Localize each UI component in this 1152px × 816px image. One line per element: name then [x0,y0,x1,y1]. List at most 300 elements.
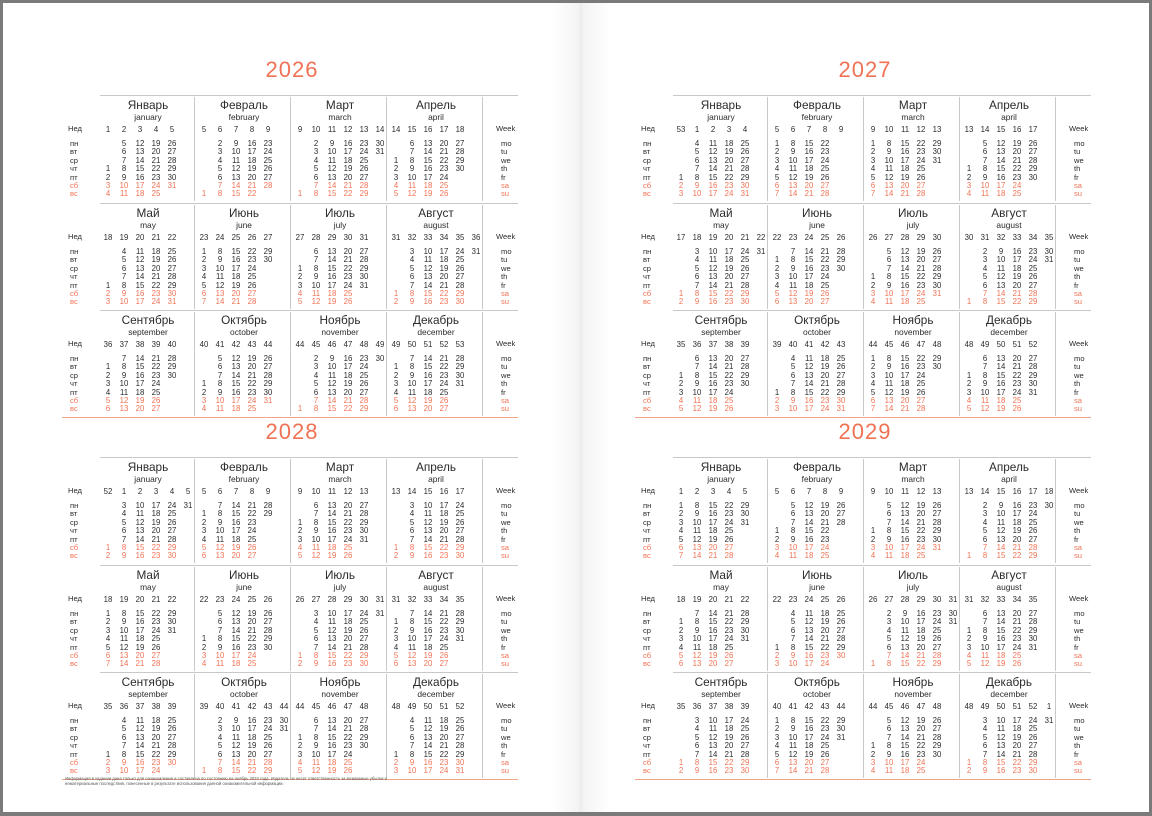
day-number: 16 [327,526,337,536]
day-number: 2 [966,379,972,389]
day-number: 14 [327,642,337,652]
week-number: 52 [455,702,465,711]
day-number: 7 [982,749,988,759]
day-number: 24 [820,155,830,165]
week-label-ru: Нед [641,232,655,241]
weekday-label-ru: ср [70,370,79,380]
weekday-label-en: we [1074,370,1084,380]
month-block [865,95,961,203]
day-number: 8 [313,651,319,660]
day-number: 23 [151,370,161,380]
day-number: 6 [393,659,399,669]
day-number: 12 [788,289,798,298]
day-number: 15 [231,189,241,199]
day-number: 2 [678,297,684,307]
week-number: 22 [740,595,750,604]
day-number: 15 [996,625,1006,635]
day-number: 22 [151,609,161,618]
day-number: 4 [409,509,415,519]
weekday-label-en: we [501,517,511,527]
day-number: 25 [343,758,353,767]
day-number: 6 [409,272,415,282]
day-number: 15 [423,155,433,165]
day-number: 17 [231,263,241,273]
day-number: 19 [151,255,161,265]
day-number: 11 [407,387,417,397]
day-number: 17 [327,534,337,544]
day-number: 24 [724,189,734,199]
week-number: 31 [391,233,401,242]
weekday-label-en: su [1074,551,1083,561]
weekday-label-en: mo [501,139,512,148]
week-number: 43 [836,340,846,349]
week-number: 17 [1028,125,1038,134]
day-number: 29 [740,289,750,298]
month-name-ru: Август [991,206,1027,220]
day-number: 20 [820,370,830,380]
month-name-en: november [321,689,359,699]
day-number: 20 [247,749,257,759]
day-number: 13 [423,272,433,282]
day-number: 3 [678,634,684,644]
day-number: 24 [247,651,257,660]
day-number: 7 [694,749,700,759]
day-number: 9 [409,297,415,307]
day-number: 18 [820,354,830,363]
day-number: 10 [231,147,241,157]
day-number: 2 [313,354,319,363]
day-number: 22 [820,255,830,265]
week-number: 42 [247,702,257,711]
day-number: 3 [313,147,319,157]
day-number: 10 [692,634,702,644]
week-number: 36 [119,702,129,711]
day-number: 24 [247,263,257,273]
day-number: 27 [820,758,830,767]
week-number: 24 [215,233,225,242]
day-number: 21 [439,147,449,157]
day-number: 11 [311,543,321,552]
day-number: 6 [790,509,796,519]
day-number: 10 [327,609,337,618]
day-number: 5 [121,139,127,148]
day-number: 10 [135,501,145,510]
day-number: 24 [167,501,177,510]
day-number: 2 [774,263,780,273]
day-number: 5 [105,642,111,652]
day-number: 27 [916,181,926,190]
day-number: 10 [996,716,1006,725]
day-number: 17 [423,634,433,644]
week-number: 35 [676,702,686,711]
day-number: 6 [678,659,684,669]
day-number: 31 [375,609,385,618]
day-number: 10 [788,272,798,282]
weekday-label-en: su [1074,659,1083,669]
day-number: 8 [694,501,700,510]
weekday-label-en: th [1074,526,1081,536]
day-number: 24 [1028,255,1038,265]
day-number: 14 [900,517,910,527]
month-name-en: june [809,582,825,592]
day-number: 19 [343,164,353,174]
day-number: 25 [359,155,369,165]
day-number: 14 [900,732,910,742]
calendar-spread [3,3,1149,812]
day-number: 27 [455,272,465,282]
weekday-label-ru: пт [643,280,651,290]
day-number: 28 [263,181,273,190]
day-number: 28 [1028,289,1038,298]
day-number: 13 [996,147,1006,157]
week-number: 15 [996,125,1006,134]
day-number: 5 [982,139,988,148]
week-number: 49 [375,340,385,349]
month-name-en: march [901,112,925,122]
month-block [769,565,865,673]
day-number: 31 [740,517,750,527]
day-number: 12 [135,517,145,527]
day-number: 20 [151,147,161,157]
day-number: 4 [678,396,684,405]
day-number: 16 [327,272,337,282]
week-number: 18 [692,233,702,242]
day-number: 31 [279,724,289,734]
day-number: 23 [151,551,161,561]
weekday-label-ru: пт [70,534,78,544]
weekday-label-ru: вс [70,404,78,414]
day-number: 19 [439,517,449,527]
day-number: 30 [932,534,942,544]
week-number: 45 [884,340,894,349]
week-number: 31 [359,233,369,242]
day-number: 26 [343,297,353,307]
day-number: 17 [343,609,353,618]
day-number: 4 [870,766,876,776]
day-number: 14 [708,609,718,618]
day-number: 30 [167,370,177,380]
day-number: 13 [327,501,337,510]
day-number: 21 [916,517,926,527]
day-number: 20 [343,247,353,256]
day-number: 1 [105,609,111,618]
day-number: 13 [900,509,910,519]
week-number: 29 [916,595,926,604]
month-name-en: may [713,220,729,230]
day-number: 10 [119,379,129,389]
day-number: 4 [790,609,796,618]
day-number: 18 [900,164,910,174]
day-number: 28 [836,634,846,644]
month-block [196,672,292,780]
day-number: 13 [423,732,433,742]
day-number: 17 [135,625,145,635]
day-number: 4 [678,526,684,536]
week-number: 6 [217,487,223,496]
day-number: 5 [790,617,796,627]
day-number: 30 [932,362,942,372]
month-name-ru: Июнь [802,568,832,582]
day-number: 24 [724,387,734,397]
day-number: 19 [1012,732,1022,742]
week-number: 13 [964,125,974,134]
day-number: 24 [151,379,161,389]
day-number: 19 [135,642,145,652]
week-number: 13 [359,487,369,496]
day-number: 10 [692,387,702,397]
day-number: 7 [409,354,415,363]
day-number: 15 [327,517,337,527]
day-number: 3 [774,404,780,414]
day-number: 5 [870,172,876,182]
day-number: 31 [836,404,846,414]
day-number: 5 [409,724,415,734]
day-number: 10 [119,625,129,635]
day-number: 17 [900,370,910,380]
day-number: 9 [790,263,796,273]
day-number: 12 [135,139,145,148]
day-number: 3 [105,181,111,190]
day-number: 15 [804,642,814,652]
day-number: 16 [804,263,814,273]
day-number: 22 [439,155,449,165]
day-number: 31 [471,247,481,256]
day-number: 26 [916,387,926,397]
day-number: 6 [886,642,892,652]
day-number: 17 [1012,255,1022,265]
day-number: 7 [694,164,700,174]
week-number: 28 [900,233,910,242]
day-number: 19 [1012,139,1022,148]
day-number: 1 [297,404,303,414]
day-number: 6 [982,741,988,751]
day-number: 7 [790,379,796,389]
day-number: 5 [678,651,684,660]
day-number: 8 [121,609,127,618]
day-number: 10 [884,543,894,552]
day-number: 5 [313,625,319,635]
weekday-label-ru: пн [70,354,79,363]
day-number: 2 [393,297,399,307]
weekday-label-ru: ср [70,625,79,635]
week-number: 48 [359,340,369,349]
week-number: 2 [694,487,700,496]
week-number: 46 [327,340,337,349]
week-number: 30 [359,595,369,604]
day-number: 28 [916,404,926,414]
day-number: 30 [836,263,846,273]
day-number: 10 [215,263,225,273]
day-number: 30 [455,297,465,307]
day-number: 17 [804,155,814,165]
day-number: 25 [820,741,830,751]
day-number: 27 [1028,354,1038,363]
week-number: 13 [932,487,942,496]
week-number: 24 [231,595,241,604]
day-number: 29 [455,289,465,298]
day-number: 1 [297,263,303,273]
day-number: 28 [932,651,942,660]
week-number: 46 [327,702,337,711]
day-number: 22 [151,543,161,552]
day-number: 3 [217,724,223,734]
day-number: 12 [407,189,417,199]
week-number: 4 [726,487,732,496]
week-number: 30 [343,233,353,242]
weekday-label-en: tu [501,147,508,157]
day-number: 11 [407,642,417,652]
day-number: 3 [886,617,892,627]
weekday-label-ru: пн [70,501,79,510]
day-number: 4 [982,517,988,527]
week-number: 26 [836,595,846,604]
day-number: 23 [820,534,830,544]
day-number: 6 [982,280,988,290]
day-number: 18 [343,155,353,165]
day-number: 2 [105,551,111,561]
day-number: 11 [980,189,990,199]
weekday-label-en: fr [501,280,506,290]
day-number: 28 [1028,749,1038,759]
day-number: 15 [135,609,145,618]
day-number: 19 [423,651,433,660]
week-number: 45 [311,702,321,711]
week-number: 35 [676,340,686,349]
day-number: 29 [455,617,465,627]
weekday-label-ru: вс [70,659,78,669]
day-number: 10 [788,155,798,165]
week-number: 39 [740,702,750,711]
day-number: 28 [932,263,942,273]
day-number: 30 [932,280,942,290]
week-number: 1 [1046,702,1052,711]
day-number: 29 [263,766,273,776]
day-number: 6 [121,263,127,273]
month-name-ru: Февраль [220,98,268,112]
day-number: 14 [423,280,433,290]
day-number: 2 [393,758,399,767]
day-number: 2 [678,181,684,190]
week-number: 16 [423,125,433,134]
day-number: 27 [740,354,750,363]
month-name-en: july [906,220,920,230]
day-number: 28 [359,509,369,519]
day-number: 27 [1028,741,1038,751]
day-number: 24 [724,634,734,644]
day-number: 23 [439,370,449,380]
day-number: 20 [1012,147,1022,157]
day-number: 27 [836,370,846,380]
day-number: 27 [167,263,177,273]
month-name-en: may [713,582,729,592]
day-number: 8 [121,164,127,174]
day-number: 26 [932,634,942,644]
weekday-label-en: mo [1074,716,1085,725]
day-number: 4 [409,716,415,725]
day-number: 20 [423,659,433,669]
day-number: 15 [135,280,145,290]
month-name-en: april [428,112,444,122]
day-number: 19 [708,534,718,544]
day-number: 20 [820,625,830,635]
weekday-label-en: su [501,297,510,307]
day-number: 5 [393,651,399,660]
day-number: 1 [870,741,876,751]
week-number: 29 [343,595,353,604]
day-number: 14 [996,749,1006,759]
day-number: 2 [105,370,111,380]
day-number: 29 [740,172,750,182]
day-number: 2 [774,651,780,660]
weekday-label-en: we [1074,625,1084,635]
day-number: 21 [1012,155,1022,165]
month-name-ru: Сентябрь [121,313,175,327]
day-number: 16 [231,517,241,527]
day-number: 1 [870,139,876,148]
weekday-label-ru: пт [643,534,651,544]
week-number: 20 [708,595,718,604]
week-label-en: Week [496,594,516,603]
weekday-label-ru: вс [70,297,78,307]
week-label-ru: Нед [68,594,82,603]
day-number: 12 [708,732,718,742]
day-number: 5 [409,263,415,273]
day-number: 13 [804,625,814,635]
day-number: 23 [916,749,926,759]
day-number: 12 [311,551,321,561]
day-number: 16 [423,625,433,635]
month-name-en: march [328,112,352,122]
month-block [961,95,1057,203]
day-number: 26 [724,651,734,660]
day-number: 5 [982,272,988,282]
weekday-label-en: mo [501,247,512,256]
day-number: 12 [692,534,702,544]
week-number: 26 [295,595,305,604]
day-number: 19 [343,379,353,389]
week-number: 16 [1012,487,1022,496]
day-number: 1 [393,289,399,298]
day-number: 3 [313,362,319,372]
day-number: 26 [359,625,369,635]
day-number: 9 [217,255,223,265]
day-number: 31 [948,617,958,627]
day-number: 6 [409,526,415,536]
day-number: 2 [297,272,303,282]
day-number: 12 [996,139,1006,148]
month-name-ru: Март [898,460,928,474]
day-number: 24 [820,404,830,414]
day-number: 14 [327,509,337,519]
day-number: 4 [201,272,207,282]
weekday-label-ru: вт [70,147,78,157]
day-number: 9 [409,370,415,380]
month-name-en: march [901,474,925,484]
day-number: 25 [247,404,257,414]
day-number: 14 [231,181,241,190]
day-number: 3 [982,716,988,725]
week-number: 8 [822,487,828,496]
day-number: 19 [820,362,830,372]
day-number: 4 [201,404,207,414]
day-number: 17 [327,749,337,759]
day-number: 11 [708,139,718,148]
day-number: 24 [724,517,734,527]
day-number: 4 [870,379,876,389]
day-number: 4 [201,659,207,669]
day-number: 20 [423,404,433,414]
day-number: 17 [804,272,814,282]
